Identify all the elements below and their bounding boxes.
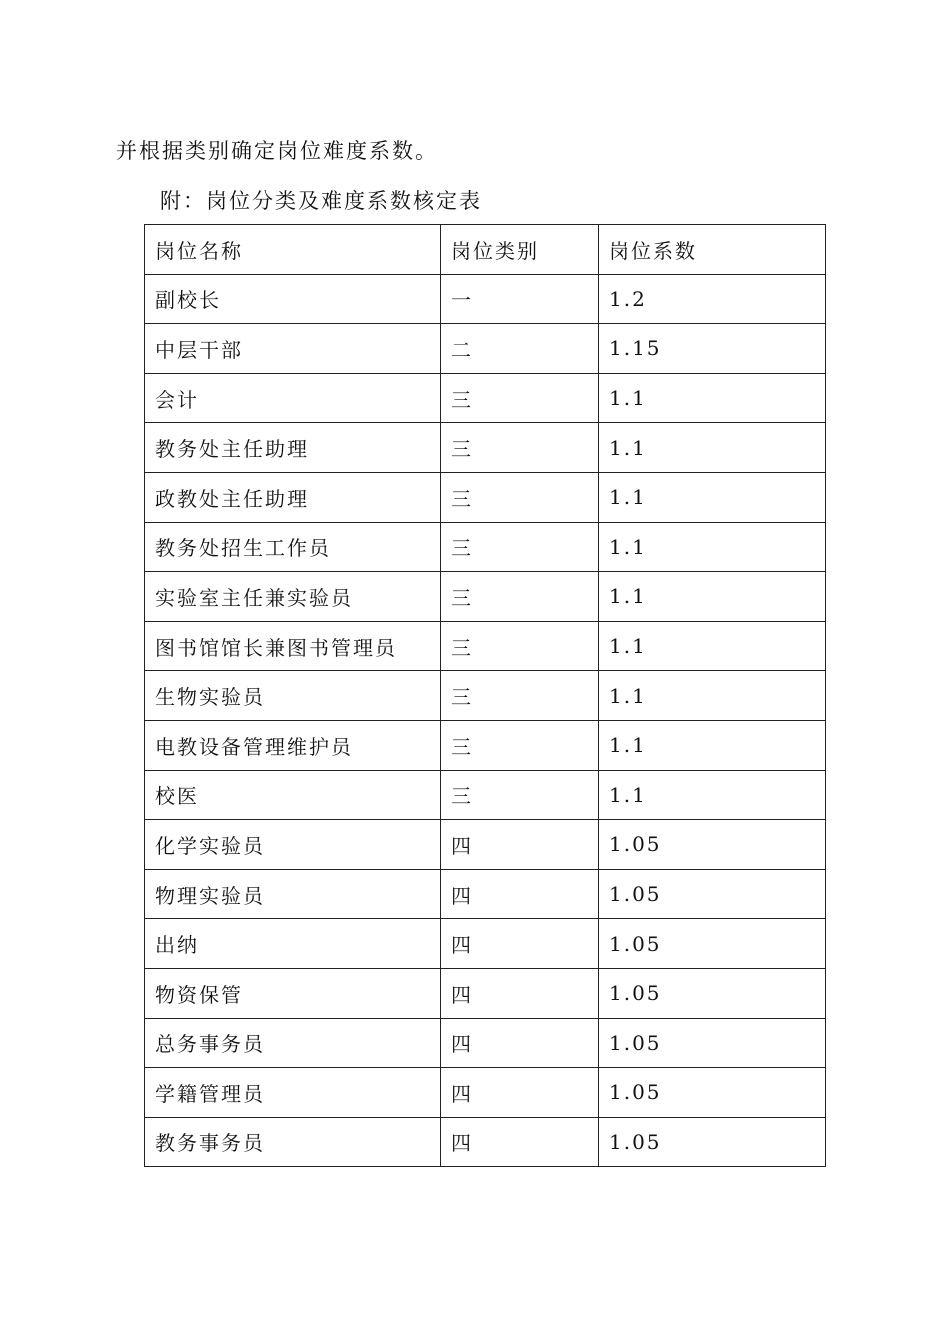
cell-position-category: 四 bbox=[441, 1068, 599, 1118]
cell-position-coefficient: 1.05 bbox=[599, 1068, 826, 1118]
table-row bbox=[145, 1117, 826, 1167]
table-row bbox=[145, 621, 826, 671]
cell-position-coefficient: 1.05 bbox=[599, 1018, 826, 1068]
header-position-category: 岗位类别 bbox=[441, 225, 599, 275]
cell-position-coefficient: 1.05 bbox=[599, 869, 826, 919]
cell-position-category: 三 bbox=[441, 472, 599, 522]
intro-paragraph: 并根据类别确定岗位难度系数。 bbox=[116, 139, 438, 163]
cell-position-category: 一 bbox=[441, 274, 599, 324]
cell-position-name: 教务处主任助理 bbox=[145, 423, 441, 473]
table-row bbox=[145, 968, 826, 1018]
cell-position-name: 生物实验员 bbox=[145, 671, 441, 721]
cell-position-coefficient: 1.15 bbox=[599, 324, 826, 374]
cell-position-category: 三 bbox=[441, 373, 599, 423]
cell-position-coefficient: 1.1 bbox=[599, 671, 826, 721]
table-row bbox=[145, 869, 826, 919]
table-row bbox=[145, 919, 826, 969]
table-caption: 附：岗位分类及难度系数核定表 bbox=[160, 189, 482, 213]
cell-position-coefficient: 1.1 bbox=[599, 472, 826, 522]
cell-position-coefficient: 1.05 bbox=[599, 968, 826, 1018]
cell-position-category: 三 bbox=[441, 522, 599, 572]
cell-position-coefficient: 1.05 bbox=[599, 919, 826, 969]
header-position-name: 岗位名称 bbox=[145, 225, 441, 275]
cell-position-category: 三 bbox=[441, 423, 599, 473]
table-row bbox=[145, 1018, 826, 1068]
cell-position-name: 政教处主任助理 bbox=[145, 472, 441, 522]
cell-position-coefficient: 1.1 bbox=[599, 373, 826, 423]
cell-position-name: 教务事务员 bbox=[145, 1117, 441, 1167]
table-header-row bbox=[145, 225, 826, 275]
cell-position-coefficient: 1.1 bbox=[599, 522, 826, 572]
cell-position-name: 会计 bbox=[145, 373, 441, 423]
cell-position-coefficient: 1.05 bbox=[599, 1117, 826, 1167]
table-row bbox=[145, 472, 826, 522]
table-row bbox=[145, 820, 826, 870]
cell-position-name: 学籍管理员 bbox=[145, 1068, 441, 1118]
cell-position-name: 物资保管 bbox=[145, 968, 441, 1018]
table-row bbox=[145, 274, 826, 324]
cell-position-coefficient: 1.1 bbox=[599, 572, 826, 622]
cell-position-coefficient: 1.2 bbox=[599, 274, 826, 324]
table-body bbox=[145, 274, 826, 1167]
cell-position-category: 四 bbox=[441, 919, 599, 969]
cell-position-coefficient: 1.1 bbox=[599, 720, 826, 770]
cell-position-coefficient: 1.1 bbox=[599, 770, 826, 820]
table-row bbox=[145, 572, 826, 622]
cell-position-name: 教务处招生工作员 bbox=[145, 522, 441, 572]
header-position-coefficient: 岗位系数 bbox=[599, 225, 826, 275]
cell-position-category: 四 bbox=[441, 968, 599, 1018]
cell-position-name: 图书馆馆长兼图书管理员 bbox=[145, 621, 441, 671]
cell-position-name: 中层干部 bbox=[145, 324, 441, 374]
cell-position-category: 四 bbox=[441, 869, 599, 919]
cell-position-coefficient: 1.1 bbox=[599, 621, 826, 671]
cell-position-name: 总务事务员 bbox=[145, 1018, 441, 1068]
cell-position-category: 三 bbox=[441, 621, 599, 671]
table-row bbox=[145, 1068, 826, 1118]
cell-position-name: 物理实验员 bbox=[145, 869, 441, 919]
cell-position-category: 三 bbox=[441, 671, 599, 721]
cell-position-name: 化学实验员 bbox=[145, 820, 441, 870]
cell-position-category: 三 bbox=[441, 770, 599, 820]
table-row bbox=[145, 373, 826, 423]
cell-position-category: 三 bbox=[441, 572, 599, 622]
position-coefficient-table bbox=[144, 224, 826, 1167]
cell-position-coefficient: 1.1 bbox=[599, 423, 826, 473]
table-row bbox=[145, 423, 826, 473]
table-row bbox=[145, 324, 826, 374]
cell-position-name: 实验室主任兼实验员 bbox=[145, 572, 441, 622]
cell-position-category: 四 bbox=[441, 820, 599, 870]
table-row bbox=[145, 522, 826, 572]
cell-position-name: 出纳 bbox=[145, 919, 441, 969]
cell-position-name: 副校长 bbox=[145, 274, 441, 324]
table-row bbox=[145, 720, 826, 770]
cell-position-name: 电教设备管理维护员 bbox=[145, 720, 441, 770]
cell-position-name: 校医 bbox=[145, 770, 441, 820]
table-row bbox=[145, 671, 826, 721]
cell-position-category: 四 bbox=[441, 1018, 599, 1068]
cell-position-coefficient: 1.05 bbox=[599, 820, 826, 870]
cell-position-category: 二 bbox=[441, 324, 599, 374]
cell-position-category: 三 bbox=[441, 720, 599, 770]
table-row bbox=[145, 770, 826, 820]
cell-position-category: 四 bbox=[441, 1117, 599, 1167]
